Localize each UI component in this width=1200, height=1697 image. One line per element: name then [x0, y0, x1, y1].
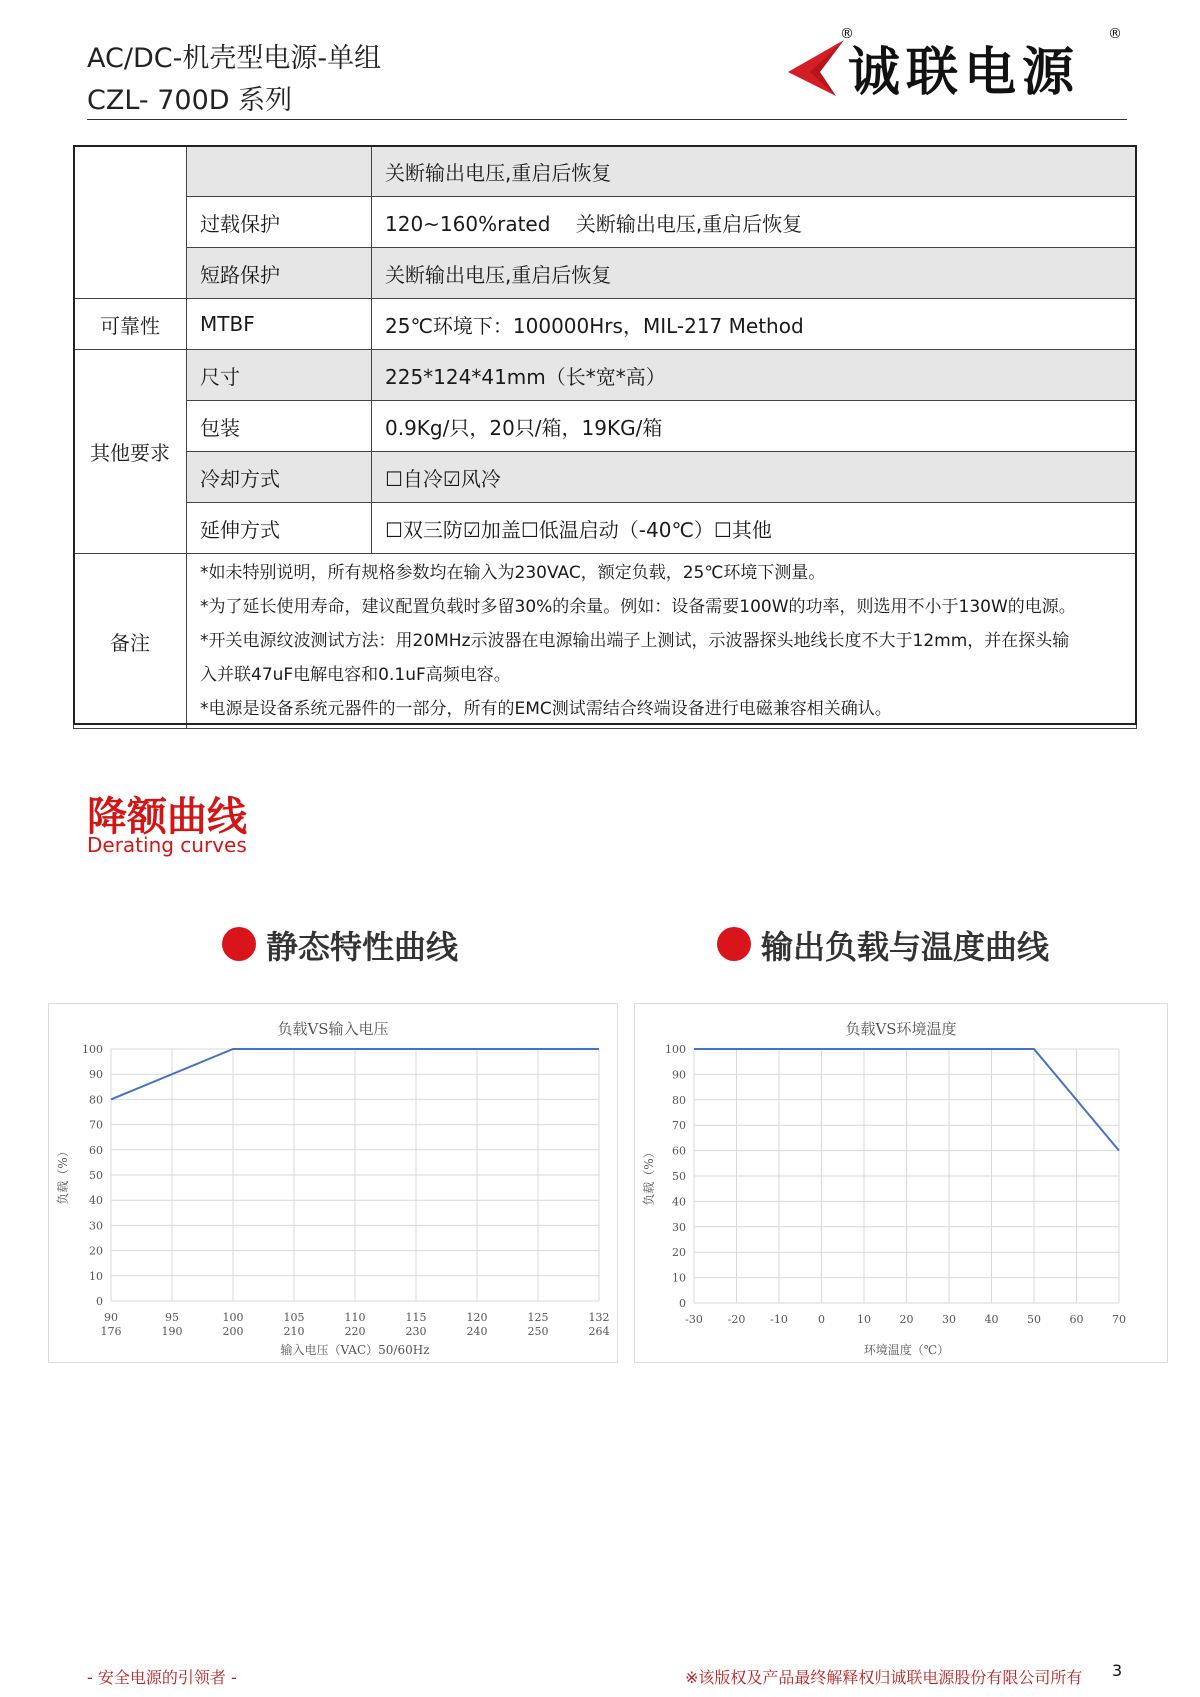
y-tick-label: 60	[89, 1143, 103, 1157]
y-axis-label: 负载（%）	[56, 1145, 70, 1205]
row-value: 关断输出电压,重启后恢复	[372, 248, 1137, 299]
x-tick-label: 90	[104, 1311, 118, 1324]
y-tick-label: 40	[672, 1195, 686, 1209]
row-value: ☐自冷☑风冷	[372, 452, 1137, 503]
y-tick-label: 70	[672, 1119, 686, 1133]
y-tick-label: 80	[89, 1093, 103, 1107]
registered-mark: ®	[840, 26, 854, 42]
row-value: 225*124*41mm（长*宽*高）	[372, 350, 1137, 401]
y-tick-label: 100	[82, 1043, 103, 1056]
x-tick-label: 70	[1112, 1313, 1126, 1326]
table-row	[74, 197, 1137, 248]
x-tick-label-secondary: 200	[222, 1325, 244, 1338]
chart-temperature-svg	[635, 1004, 1167, 1362]
y-tick-label: 20	[672, 1246, 686, 1260]
row-label	[187, 146, 372, 197]
x-tick-label: -20	[727, 1313, 746, 1326]
y-tick-label: 90	[89, 1068, 103, 1082]
category-notes: 备注	[74, 554, 187, 729]
x-tick-label: 120	[466, 1311, 488, 1324]
row-label: 包装	[187, 401, 372, 452]
x-tick-label: 125	[527, 1311, 549, 1324]
note-line: 入并联47uF电解电容和0.1uF高频电容。	[200, 665, 511, 685]
y-tick-label: 0	[96, 1295, 103, 1308]
brand-name: 诚联电源	[848, 42, 1081, 103]
row-label: MTBF	[187, 299, 372, 350]
category-reliability: 可靠性	[74, 299, 187, 350]
chart-title: 负载VS环境温度	[845, 1020, 957, 1038]
x-tick-label: 0	[818, 1313, 825, 1326]
x-axis-label: 输入电压（VAC）50/60Hz	[280, 1343, 430, 1357]
table-row	[74, 248, 1137, 299]
x-tick-label: 132	[588, 1311, 610, 1324]
logo-chevron-icon	[780, 32, 850, 102]
x-tick-label: -30	[685, 1313, 703, 1326]
x-tick-label: 115	[405, 1311, 427, 1324]
table-row	[74, 146, 1137, 197]
y-axis-label: 负载（%）	[642, 1146, 656, 1206]
x-tick-label: 60	[1069, 1313, 1084, 1326]
x-tick-label: 110	[344, 1311, 366, 1324]
row-value: ☐双三防☑加盖☐低温启动（-40℃）☐其他	[372, 503, 1137, 554]
x-tick-label: 105	[283, 1311, 305, 1324]
row-label: 延伸方式	[187, 503, 372, 554]
row-label: 冷却方式	[187, 452, 372, 503]
y-tick-label: 30	[89, 1219, 103, 1233]
y-tick-label: 10	[89, 1269, 103, 1283]
y-tick-label: 20	[89, 1244, 103, 1258]
row-value: 25℃环境下：100000Hrs，MIL-217 Method	[372, 299, 1137, 350]
x-tick-label-secondary: 240	[466, 1325, 488, 1338]
y-tick-label: 40	[89, 1194, 103, 1208]
registered-mark-right: ®	[1108, 26, 1122, 42]
category-cell	[74, 146, 187, 299]
y-tick-label: 90	[672, 1068, 686, 1082]
x-tick-label-secondary: 220	[344, 1325, 366, 1338]
chart-voltage	[48, 1003, 618, 1363]
y-tick-label: 30	[672, 1220, 686, 1234]
row-value: 关断输出电压,重启后恢复	[372, 146, 1137, 197]
x-axis-label: 环境温度（℃）	[863, 1343, 950, 1357]
y-tick-label: 80	[672, 1093, 686, 1107]
x-tick-label: 100	[222, 1311, 244, 1324]
x-tick-label-secondary: 264	[588, 1325, 610, 1338]
x-tick-label: -10	[770, 1313, 788, 1326]
table-row	[74, 503, 1137, 554]
table-row	[74, 554, 1137, 729]
row-value: 120~160%rated 关断输出电压,重启后恢复	[372, 197, 1137, 248]
y-tick-label: 100	[665, 1043, 686, 1056]
footer-copyright: ※该版权及产品最终解释权归诚联电源股份有限公司所有	[685, 1668, 1083, 1687]
brand-logo	[780, 26, 1120, 106]
x-tick-label-secondary: 190	[161, 1325, 183, 1338]
spec-table	[73, 145, 1137, 729]
footer-slogan: - 安全电源的引领者 -	[87, 1668, 237, 1687]
x-tick-label-secondary: 250	[527, 1325, 549, 1338]
x-tick-label-secondary: 230	[405, 1325, 427, 1338]
chart1-heading: 静态特性曲线	[266, 928, 459, 966]
bullet-dot-icon	[717, 927, 751, 961]
header-divider	[87, 119, 1127, 120]
y-tick-label: 10	[672, 1271, 686, 1285]
row-label: 尺寸	[187, 350, 372, 401]
section-subtitle: Derating curves	[87, 833, 247, 857]
y-tick-label: 70	[89, 1118, 103, 1132]
bullet-dot-icon	[222, 927, 256, 961]
notes-cell	[187, 554, 1137, 729]
y-tick-label: 50	[89, 1169, 103, 1182]
document-title: AC/DC-机壳型电源-单组	[87, 43, 382, 74]
x-tick-label: 10	[857, 1313, 871, 1326]
row-label: 短路保护	[187, 248, 372, 299]
note-line: *开关电源纹波测试方法：用20MHz示波器在电源输出端子上测试，示波器探头地线长度不大于12mm，并在探头输	[200, 631, 1070, 651]
note-line: *电源是设备系统元器件的一部分，所有的EMC测试需结合终端设备进行电磁兼容相关确认。	[200, 699, 892, 719]
section-title: 降额曲线	[87, 794, 247, 840]
y-tick-label: 60	[672, 1144, 686, 1158]
table-row	[74, 401, 1137, 452]
table-row	[74, 350, 1137, 401]
x-tick-label: 30	[942, 1313, 956, 1326]
table-row	[74, 299, 1137, 350]
note-line: *为了延长使用寿命，建议配置负载时多留30%的余量。例如：设备需要100W的功率，则选用不小于130W的电源。	[200, 597, 1076, 617]
x-tick-label-secondary: 210	[283, 1325, 305, 1338]
y-tick-label: 50	[672, 1170, 686, 1183]
x-tick-label-secondary: 176	[100, 1325, 122, 1338]
chart-voltage-svg	[49, 1004, 617, 1362]
page-number: 3	[1112, 1661, 1123, 1680]
note-line: *如未特别说明，所有规格参数均在输入为230VAC，额定负载，25℃环境下测量。	[200, 563, 826, 583]
chart-title: 负载VS输入电压	[277, 1020, 389, 1038]
category-other: 其他要求	[74, 350, 187, 554]
table-row	[74, 452, 1137, 503]
chart2-heading: 输出负载与温度曲线	[761, 928, 1050, 966]
y-tick-label: 0	[679, 1297, 686, 1310]
x-tick-label: 20	[899, 1313, 914, 1326]
x-tick-label: 50	[1027, 1313, 1041, 1326]
row-value: 0.9Kg/只，20只/箱，19KG/箱	[372, 401, 1137, 452]
chart-temperature	[634, 1003, 1168, 1363]
row-label: 过载保护	[187, 197, 372, 248]
x-tick-label: 40	[984, 1313, 999, 1326]
x-tick-label: 95	[165, 1311, 179, 1324]
series-title: CZL- 700D 系列	[87, 85, 293, 116]
